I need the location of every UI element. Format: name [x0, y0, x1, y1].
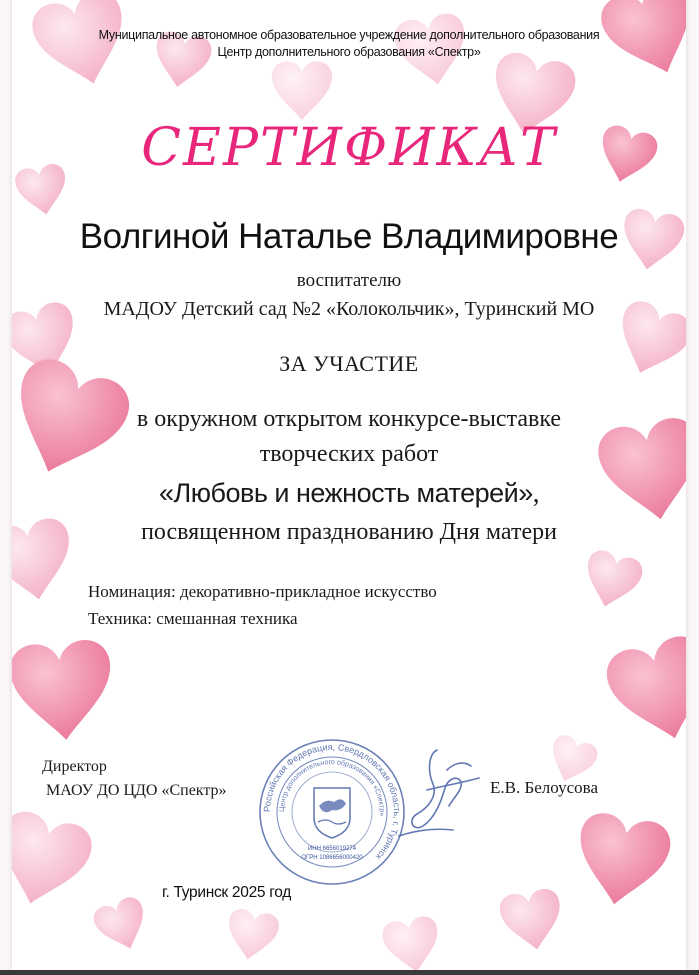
technique: Техника: смешанная техника [88, 609, 298, 628]
issuer-line-1: Муниципальное автономное образовательное учреждение дополнительного образования [98, 28, 600, 42]
official-stamp [256, 736, 408, 888]
recipient-position: воспитателю [296, 270, 402, 291]
nomination: Номинация: декоративно-прикладное искусство [88, 582, 437, 601]
recipient-name: Волгиной Наталье Владимировне [79, 217, 619, 256]
contest-name-line [12, 478, 686, 509]
certificate-page [12, 0, 686, 970]
stamp-inner-text: Центр дополнительного образования «Спектр» [278, 758, 386, 817]
heart-shape [380, 914, 444, 970]
contest-comma: , [532, 478, 539, 508]
stamp-ogrn: ОГРН 1086656000420 [301, 855, 363, 861]
heart-shape [578, 547, 645, 613]
director-name: Е.В. Белоусова [490, 778, 599, 797]
director-role: Директор [42, 758, 107, 775]
stamp-emblem [314, 788, 350, 838]
contest-line-2: творческих работ [259, 441, 439, 467]
award-text: ЗА УЧАСТИЕ [279, 351, 419, 376]
contest-line-1: в окружном открытом конкурсе-выставке [136, 406, 562, 432]
contest-line-4: посвященном празднованию Дня матери [141, 519, 557, 545]
director-org: МАОУ ДО ЦДО «Спектр» [46, 782, 227, 799]
recipient-organization: МАДОУ Детский сад №2 «Колокольчик», Туринский МО [103, 298, 595, 320]
heart-shape [497, 886, 566, 954]
heart-shape [12, 807, 97, 915]
bottom-edge-bar [0, 970, 699, 975]
heart-shape [223, 907, 281, 964]
heart-shape [601, 631, 686, 751]
issuer-header [12, 27, 686, 61]
issuer-line-2: Центр дополнительного образования «Спектр» [217, 45, 481, 59]
certificate-title: СЕРТИФИКАТ [141, 118, 557, 178]
heart-shape [570, 810, 674, 912]
stamp-inn: ИНН 6656019274 [307, 846, 357, 852]
footer-place-year: г. Туринск 2025 год [162, 884, 291, 901]
heart-shape [90, 894, 154, 957]
contest-name: «Любовь и нежность матерей» [159, 478, 533, 508]
handwritten-signature [387, 740, 487, 845]
stamp-ring-text: Российская Федерация, Свердловская область, г. Туринск [261, 741, 403, 862]
heart-shape [272, 61, 332, 120]
heart-shape [12, 638, 116, 744]
